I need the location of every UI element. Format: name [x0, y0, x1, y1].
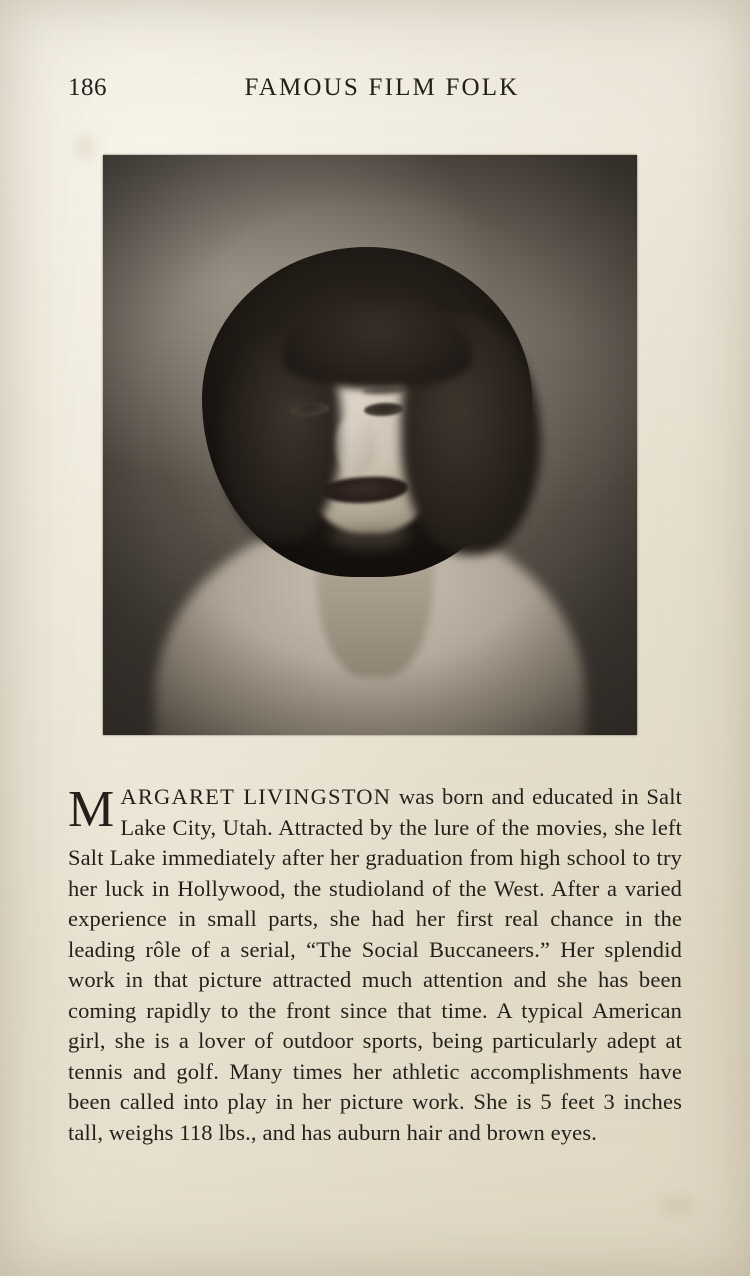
page-number: 186	[68, 74, 107, 101]
running-head: FAMOUS FILM FOLK	[244, 74, 520, 101]
paper-stain-bottom	[660, 1198, 696, 1216]
paper-stain-top	[78, 136, 92, 158]
portrait-photograph	[103, 155, 637, 735]
drop-cap: M	[68, 781, 115, 838]
article-lead-words: ARGARET LIVINGSTON	[120, 784, 392, 809]
article-body	[68, 782, 682, 1148]
article-text: was born and educated in Salt Lake City, Utah. Attracted by the lure of the movies, she left Salt Lake immediately after her graduation from high school to try her luck in Hollywood, the studioland of the West. After a varied experience in small parts, she had her first real chance in the leading rôle of a serial, “The Social Buccaneers.” Her splendid work in that picture attracted much attention and she has been coming rapidly to the front since that time. A typical American girl, she is a lover of outdoor sports, being particularly adept at tennis and golf. Many times her athletic accomplishments have been called into play in her picture work. She is 5 feet 3 inches tall, weighs 118 lbs., and has auburn hair and brown eyes.	[68, 784, 682, 1145]
portrait-plate	[103, 155, 637, 735]
page-header	[68, 74, 682, 108]
photo-vignette	[103, 155, 637, 735]
article-paragraph	[68, 782, 682, 1148]
